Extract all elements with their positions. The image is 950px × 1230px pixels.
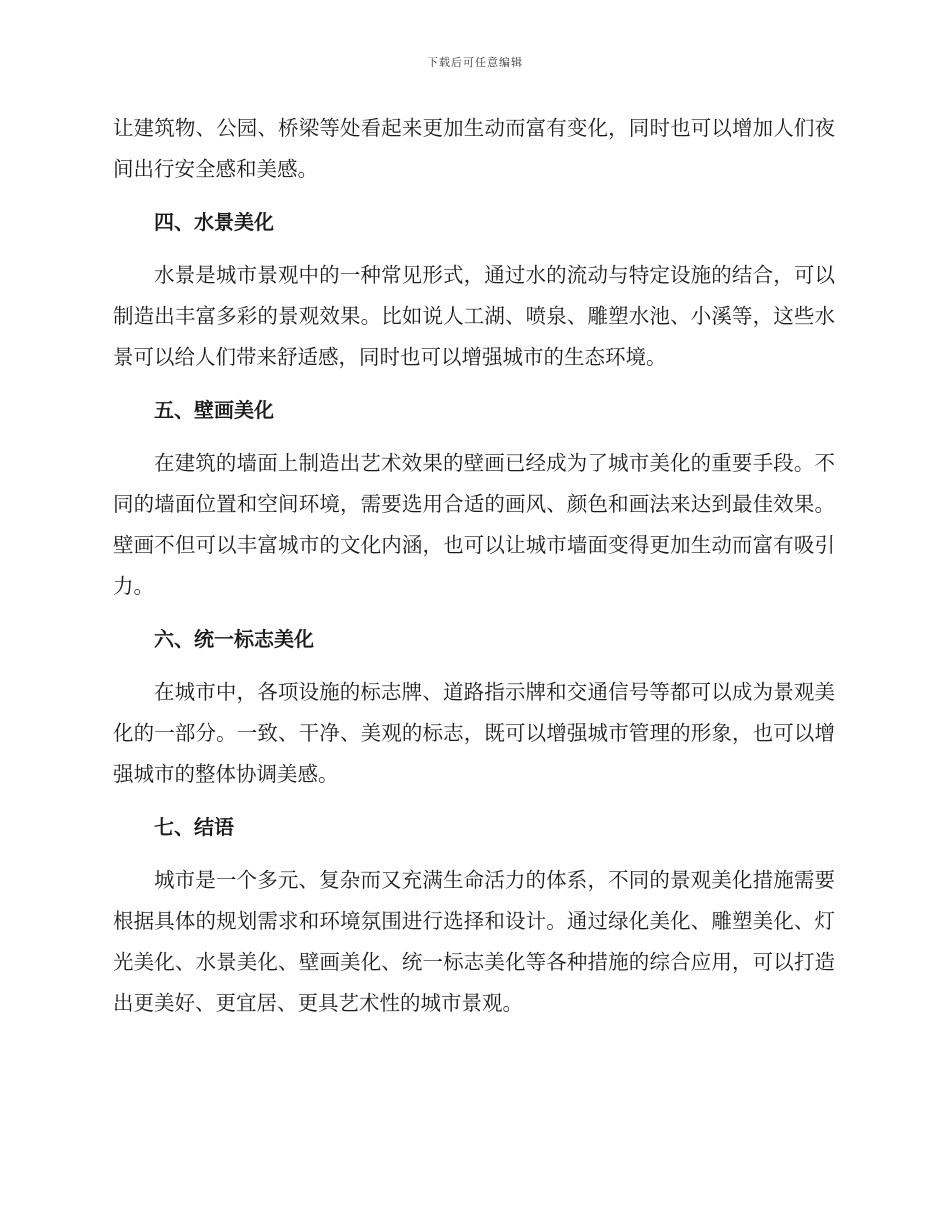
page-header: 下载后可任意编辑 [427,56,523,69]
section-heading-mural: 五、壁画美化 [154,398,274,422]
section-heading-water-landscape: 四、水景美化 [154,210,274,234]
continuation-paragraph: 让建筑物、公园、桥梁等处看起来更加生动而富有变化，同时也可以增加人们夜间出行安全感和美感。 [113,116,835,181]
section-paragraph-signage: 在城市中，各项设施的标志牌、道路指示牌和交通信号等都可以成为景观美化的一部分。一致、干净、美观的标志，既可以增强城市管理的形象，也可以增强城市的整体协调美感。 [113,680,835,786]
section-paragraph-conclusion: 城市是一个多元、复杂而又充满生命活力的体系，不同的景观美化措施需要根据具体的规划需求和环境氛围进行选择和设计。通过绿化美化、雕塑美化、灯光美化、水景美化、壁画美化、统一标志美化等各种措施的综合应用，可以打造出更美好、更宜居、更具艺术性的城市景观。 [113,868,835,1015]
section-paragraph-mural: 在建筑的墙面上制造出艺术效果的壁画已经成为了城市美化的重要手段。不同的墙面位置和空间环境，需要选用合适的画风、颜色和画法来达到最佳效果。壁画不但可以丰富城市的文化内涵，也可以让城市墙面变得更加生动而富有吸引力。 [113,451,835,598]
section-heading-signage: 六、统一标志美化 [154,627,314,651]
document-body [113,108,835,1036]
section-heading-conclusion: 七、结语 [154,815,234,839]
section-paragraph-water-landscape: 水景是城市景观中的一种常见形式，通过水的流动与特定设施的结合，可以制造出丰富多彩的景观效果。比如说人工湖、喷泉、雕塑水池、小溪等，这些水景可以给人们带来舒适感，同时也可以增强城市的生态环境。 [113,263,835,369]
